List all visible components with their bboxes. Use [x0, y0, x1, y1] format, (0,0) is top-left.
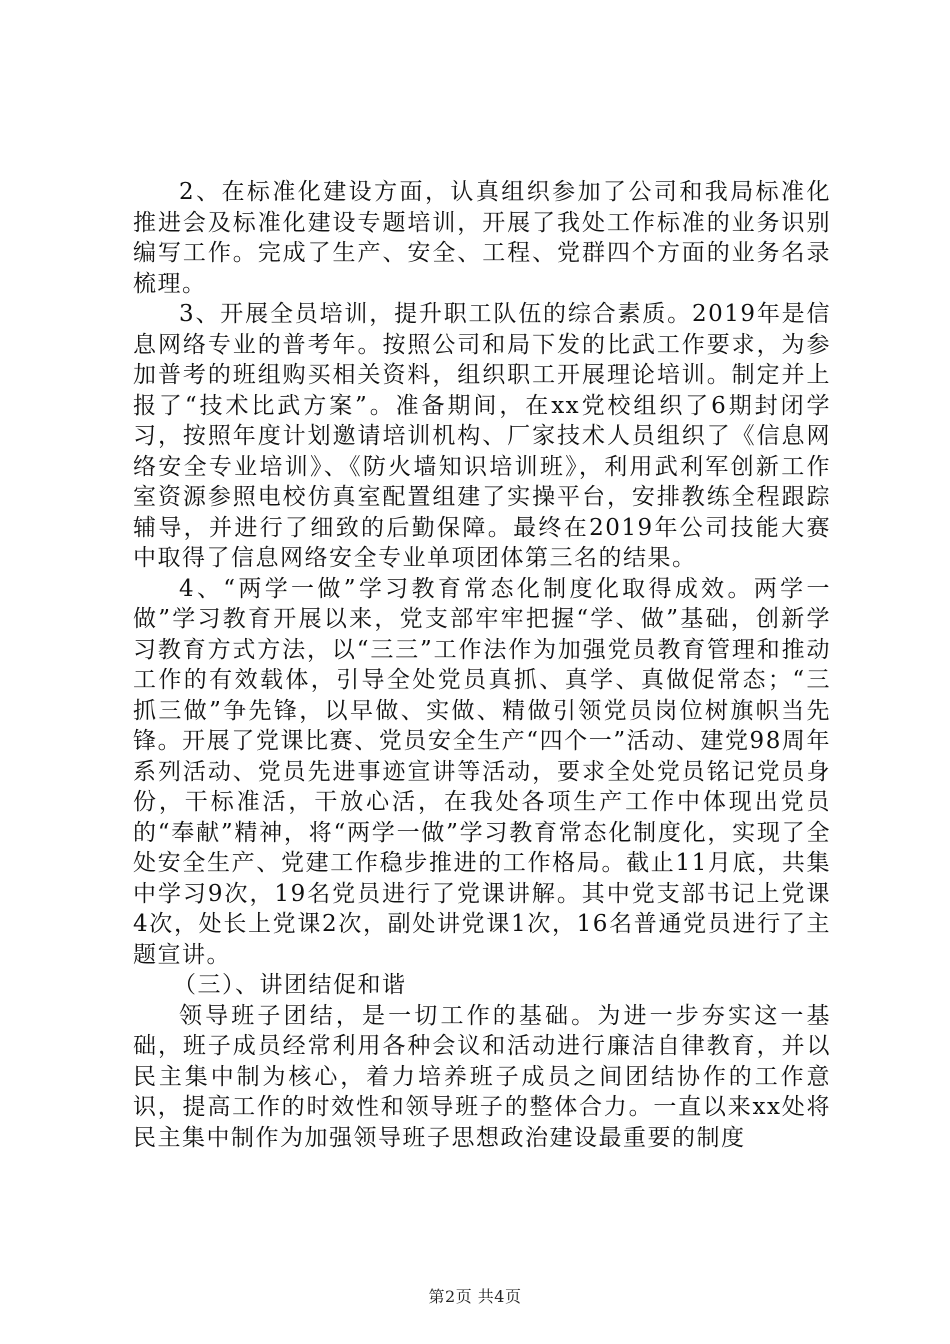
section-heading-unity: （三）、讲团结促和谐 [173, 972, 407, 998]
page-number-footer: 第2页 共4页 [428, 1287, 522, 1306]
paragraph-party-education: 4、“两学一做”学习教育常态化制度化取得成效。两学一做”学习教育开展以来，党支部牢牢把握“学、做”基础，创新学习教育方式方法，以“三三”工作法作为加强党员教育管理和推动工作的有效载体，引导全处党员真抓、真学、真做促常态；“三抓三做”争先锋，以早做、实做、精做引领党员岗位树旗帜当先锋。开展了党课比赛、党员安全生产“四个一”活动、建党98周年系列活动、党员先进事迹宣讲等活动，要求全处党员铭记党员身份，干标准活，干放心活，在我处各项生产工作中体现出党员的“奉献”精神，将“两学一做”学习教育常态化制度化，实现了全处安全生产、党建工作稳步推进的工作格局。截止11月底，共集中学习9次，19名党员进行了党课讲解。其中党支部书记上党课4次，处长上党课2次，副处讲党课1次，16名普通党员进行了主题宣讲。 [133, 575, 831, 968]
paragraph-standardization: 2、在标准化建设方面，认真组织参加了公司和我局标准化推进会及标准化建设专题培训，开展了我处工作标准的业务识别编写工作。完成了生产、安全、工程、党群四个方面的业务名录梳理。 [133, 179, 831, 297]
paragraph-leadership-unity: 领导班子团结，是一切工作的基础。为进一步夯实这一基础，班子成员经常利用各种会议和活动进行廉洁自律教育，并以民主集中制为核心，着力培养班子成员之间团结协作的工作意识，提高工作的时效性和领导班子的整体合力。一直以来xx处将民主集中制作为加强领导班子思想政治建设最重要的制度 [133, 1002, 831, 1151]
document-body [133, 177, 831, 1153]
paragraph-staff-training: 3、开展全员培训，提升职工队伍的综合素质。2019年是信息网络专业的普考年。按照公司和局下发的比武工作要求，为参加普考的班组购买相关资料，组织职工开展理论培训。制定并上报了“技术比武方案”。准备期间，在xx党校组织了6期封闭学习，按照年度计划邀请培训机构、厂家技术人员组织了《信息网络安全专业培训》、《防火墙知识培训班》，利用武利军创新工作室资源参照电校仿真室配置组建了实操平台，安排教练全程跟踪辅导，并进行了细致的后勤保障。最终在2019年公司技能大赛中取得了信息网络安全专业单项团体第三名的结果。 [133, 301, 831, 571]
